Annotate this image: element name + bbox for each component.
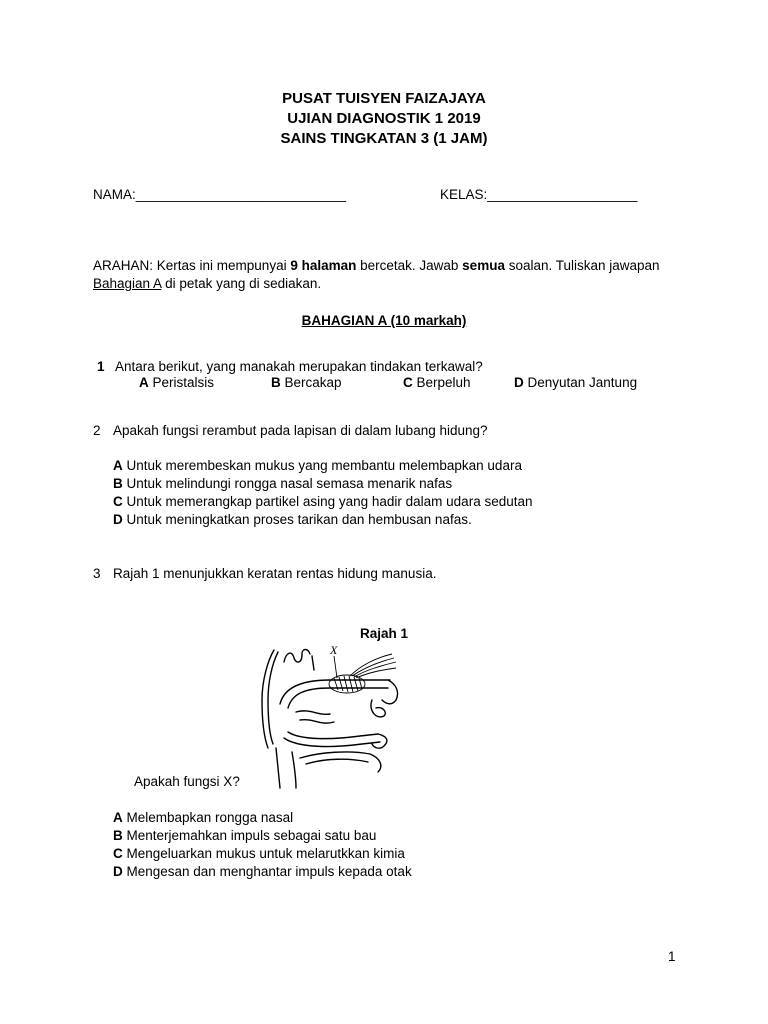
kelas-blank[interactable]: ____________________ [487, 187, 638, 202]
q1-option-b-text: Bercakap [280, 375, 342, 390]
q3-option-a-text: Melembapkan rongga nasal [122, 810, 294, 825]
nama-blank[interactable]: ____________________________ [135, 187, 346, 202]
q3-option-b-letter: B [113, 828, 123, 843]
instructions-semua: semua [462, 258, 505, 273]
skull-inner-outline [268, 652, 278, 744]
q3-option-a[interactable] [113, 810, 293, 825]
subject-title: SAINS TINGKATAN 3 (1 JAM) [280, 130, 488, 147]
q1-option-d-letter: D [514, 375, 524, 390]
q1-option-a-letter: A [139, 375, 149, 390]
nose-tip [382, 680, 398, 704]
olfactory-nerve-fibres [350, 654, 396, 678]
q2-option-d-letter: D [113, 512, 123, 527]
q3-option-d-text: Mengesan dan menghantar impuls kepada otak [122, 864, 412, 879]
question-2 [93, 423, 488, 438]
q3-sub-question: Apakah fungsi X? [134, 774, 240, 789]
school-name: PUSAT TUISYEN FAIZAJAYA [282, 90, 486, 107]
q2-option-d[interactable] [113, 512, 472, 527]
q1-option-c-text: Berpeluh [412, 375, 471, 390]
nasal-roof-inner [288, 688, 388, 708]
instructions-text-2: bercetak. Jawab [356, 258, 463, 273]
page-number: 1 [668, 949, 676, 964]
question-1 [97, 359, 483, 374]
section-title: BAHAGIAN A (10 markah) [301, 313, 467, 328]
q1-option-d[interactable] [514, 375, 637, 390]
tongue-inner [306, 759, 368, 764]
q3-option-d-letter: D [113, 864, 123, 879]
instructions-text-4: di petak yang di sediakan. [161, 276, 322, 291]
q2-option-d-text: Untuk meningkatkan proses tarikan dan hembusan nafas. [122, 512, 472, 527]
q2-option-c-letter: C [113, 494, 123, 509]
q1-option-b[interactable] [271, 375, 342, 390]
q3-option-d[interactable] [113, 864, 412, 879]
question-1-text: Antara berikut, yang manakah merupakan tindakan terkawal? [115, 359, 483, 374]
nostril [371, 700, 385, 717]
q2-option-a[interactable] [113, 458, 522, 473]
bone-line [312, 656, 314, 670]
throat-front [292, 752, 296, 788]
q2-option-b[interactable] [113, 476, 452, 491]
q1-option-c-letter: C [403, 375, 413, 390]
turbinate-2 [300, 720, 334, 723]
kelas-label: KELAS: [440, 187, 488, 202]
instructions-text-3: soalan. Tuliskan jawapan [504, 258, 660, 273]
q2-option-a-text: Untuk merembeskan mukus yang membantu melembapkan udara [122, 458, 522, 473]
q3-option-b-text: Menterjemahkan impuls sebagai satu bau [122, 828, 377, 843]
q2-option-c[interactable] [113, 494, 533, 509]
instructions-section-ref: Bahagian A [93, 276, 162, 291]
nose-cross-section-figure [240, 640, 410, 790]
turbinate-1 [296, 711, 330, 714]
nama-label: NAMA: [93, 187, 136, 202]
label-x-pointer [334, 656, 337, 678]
question-2-text: Apakah fungsi rerambut pada lapisan di dalam lubang hidung? [113, 423, 488, 438]
upper-lip [372, 734, 387, 748]
question-3 [93, 566, 436, 581]
q3-option-c-text: Mengeluarkan mukus untuk melarutkkan kimia [122, 846, 405, 861]
figure-title: Rajah 1 [360, 626, 409, 641]
q2-option-a-letter: A [113, 458, 123, 473]
throat-back [276, 748, 280, 788]
question-1-number: 1 [97, 359, 105, 374]
q1-option-a[interactable] [139, 375, 214, 390]
brain-base-outline [284, 650, 310, 663]
q2-option-b-text: Untuk melindungi rongga nasal semasa menarik nafas [122, 476, 453, 491]
q1-option-d-text: Denyutan Jantung [523, 375, 638, 390]
q1-option-a-text: Peristalsis [148, 375, 215, 390]
instructions-pages: 9 halaman [290, 258, 357, 273]
question-2-number: 2 [93, 423, 101, 438]
q3-option-b[interactable] [113, 828, 376, 843]
q2-option-b-letter: B [113, 476, 123, 491]
q3-option-c-letter: C [113, 846, 123, 861]
instructions-label: ARAHAN: [93, 258, 154, 273]
olfactory-hatching [334, 676, 362, 692]
q3-option-c[interactable] [113, 846, 405, 861]
kelas-field[interactable] [440, 187, 637, 202]
q1-option-b-letter: B [271, 375, 281, 390]
nasal-roof-outer [280, 680, 390, 704]
palate [288, 732, 378, 739]
figure-label-x: X [330, 643, 338, 657]
q3-option-a-letter: A [113, 810, 123, 825]
q2-option-c-text: Untuk memerangkap partikel asing yang hadir dalam udara sedutan [122, 494, 533, 509]
nama-field[interactable] [93, 187, 346, 202]
exam-title: UJIAN DIAGNOSTIK 1 2019 [287, 110, 481, 127]
question-3-text: Rajah 1 menunjukkan keratan rentas hidung manusia. [113, 566, 437, 581]
question-3-number: 3 [93, 566, 101, 581]
instructions-line-2 [93, 276, 321, 291]
olfactory-region-x [329, 675, 365, 693]
instructions-line-1 [93, 258, 660, 273]
palate-lower [284, 738, 380, 746]
q1-option-c[interactable] [403, 375, 471, 390]
instructions-text-1: Kertas ini mempunyai [153, 258, 291, 273]
